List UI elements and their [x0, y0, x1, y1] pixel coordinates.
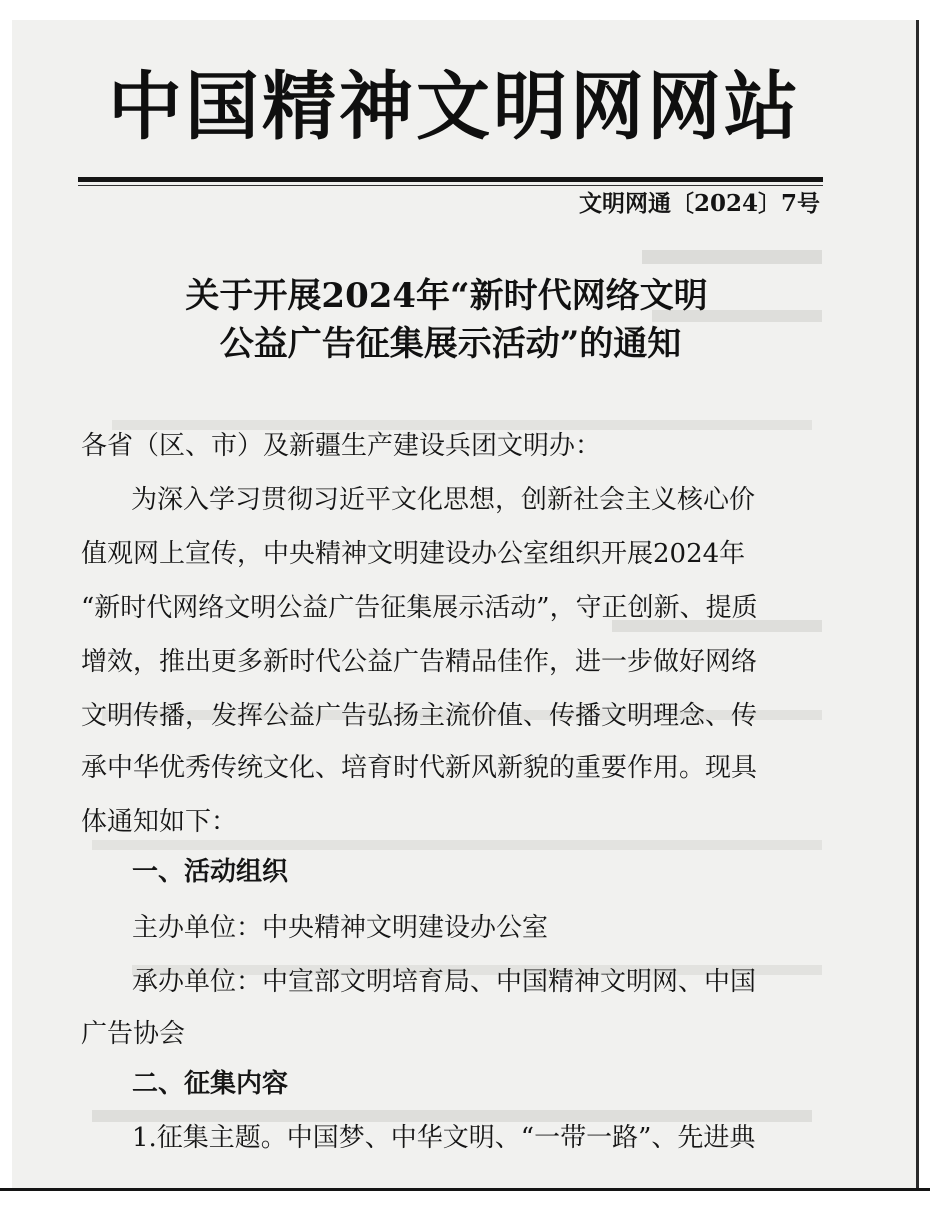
notice-title-line2: 公益广告征集展示活动”的通知 — [219, 324, 682, 364]
page-edge — [916, 20, 919, 1188]
masthead-title: 中国精神文明网网站 — [108, 64, 801, 150]
salutation: 各省（区、市）及新疆生产建设兵团文明办： — [81, 431, 602, 461]
paragraph-line: 承中华优秀传统文化、培育时代新风新貌的重要作用。现具 — [81, 753, 758, 783]
paragraph-line: 文明传播，发挥公益广告弘扬主流价值、传播文明理念、传 — [81, 701, 758, 731]
section-heading-activity-organization: 一、活动组织 — [132, 857, 289, 887]
paragraph-line: 值观网上宣传，中央精神文明建设办公室组织开展2024年 — [81, 539, 746, 569]
paragraph-line: 增效，推出更多新时代公益广告精品佳作，进一步做好网络 — [81, 647, 758, 677]
document-number: 文明网通〔2024〕7号 — [578, 190, 820, 217]
organizer-line: 主办单位：中央精神文明建设办公室 — [132, 913, 549, 943]
notice-title-line1: 关于开展2024年“新时代网络文明 — [185, 276, 708, 316]
co-organizer-line-continued: 广告协会 — [81, 1019, 186, 1049]
collection-theme-item: 1.征集主题。中国梦、中华文明、“一带一路”、先进典 — [132, 1123, 756, 1153]
paragraph-line: 体通知如下： — [81, 807, 238, 837]
scan-bottom-border — [0, 1188, 930, 1220]
header-rule — [78, 177, 823, 182]
paragraph-line: 为深入学习贯彻习近平文化思想，创新社会主义核心价 — [131, 485, 756, 515]
header-rule-thin — [78, 185, 823, 186]
section-heading-collection-content: 二、征集内容 — [132, 1069, 289, 1099]
paragraph-line: “新时代网络文明公益广告征集展示活动”，守正创新、提质 — [81, 593, 758, 623]
co-organizer-line: 承办单位：中宣部文明培育局、中国精神文明网、中国 — [132, 967, 757, 997]
document-page — [12, 20, 917, 1188]
